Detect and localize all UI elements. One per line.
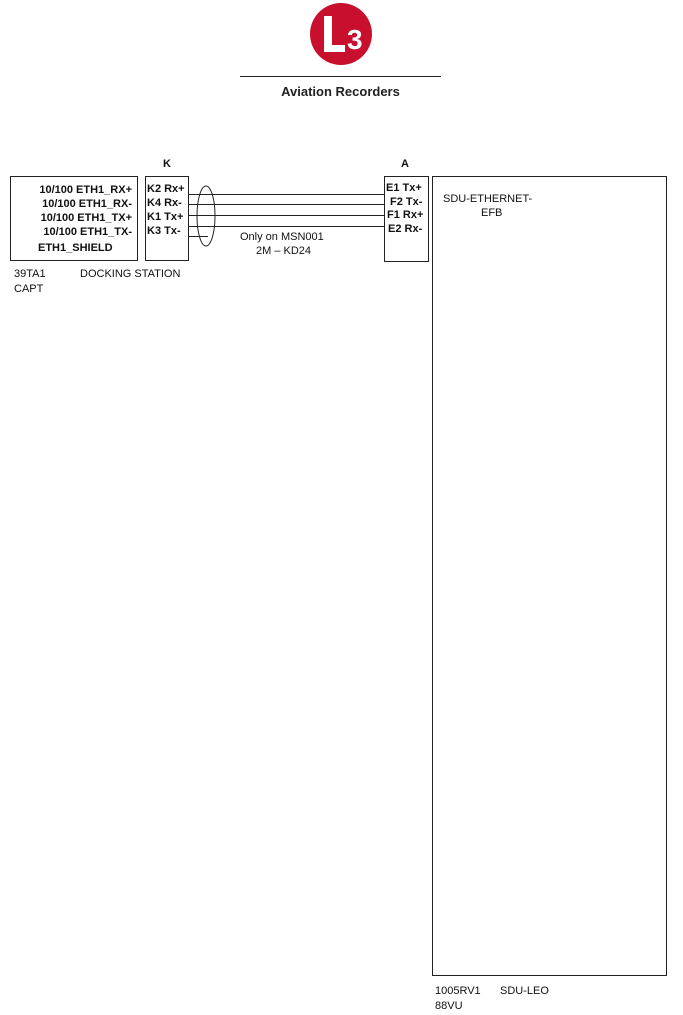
k-pin-label: K1 Tx+ [147,211,184,223]
docking-station-name: DOCKING STATION [80,268,181,280]
signal-label: 10/100 ETH1_TX- [43,226,132,238]
sdu-ref: 1005RV1 [435,985,481,997]
k-pin-label: K4 Rx- [147,197,182,209]
company-name: Aviation Recorders [281,84,400,99]
a-pin-label: F2 Tx- [390,196,423,208]
signal-label: 10/100 ETH1_RX- [42,198,132,210]
k-pin-label: K3 Tx- [147,225,181,237]
a-pin-label: E1 Tx+ [386,182,422,194]
logo-digit-3: 3 [347,24,363,55]
shield-signal-label: ETH1_SHIELD [38,242,113,254]
sdu-location: 88VU [435,1000,463,1012]
connector-a-label: A [401,158,409,170]
a-pin-label: E2 Rx- [388,223,423,235]
sdu-label-line-1: SDU-ETHERNET- [443,193,533,205]
sdu-name: SDU-LEO [500,985,549,997]
docking-station-ref: 39TA1 [14,268,46,280]
cable-note-line-1: Only on MSN001 [240,231,324,243]
signal-label: 10/100 ETH1_RX+ [39,184,132,196]
k-pin-label: K2 Rx+ [147,183,185,195]
signal-label: 10/100 ETH1_TX+ [40,212,132,224]
sdu-box [433,177,667,976]
docking-station-location: CAPT [14,283,44,295]
a-pin-label: F1 Rx+ [387,209,424,221]
connector-k-label: K [163,158,171,170]
cable-note-line-2: 2M – KD24 [256,245,312,257]
sdu-label-line-2: EFB [481,207,503,219]
